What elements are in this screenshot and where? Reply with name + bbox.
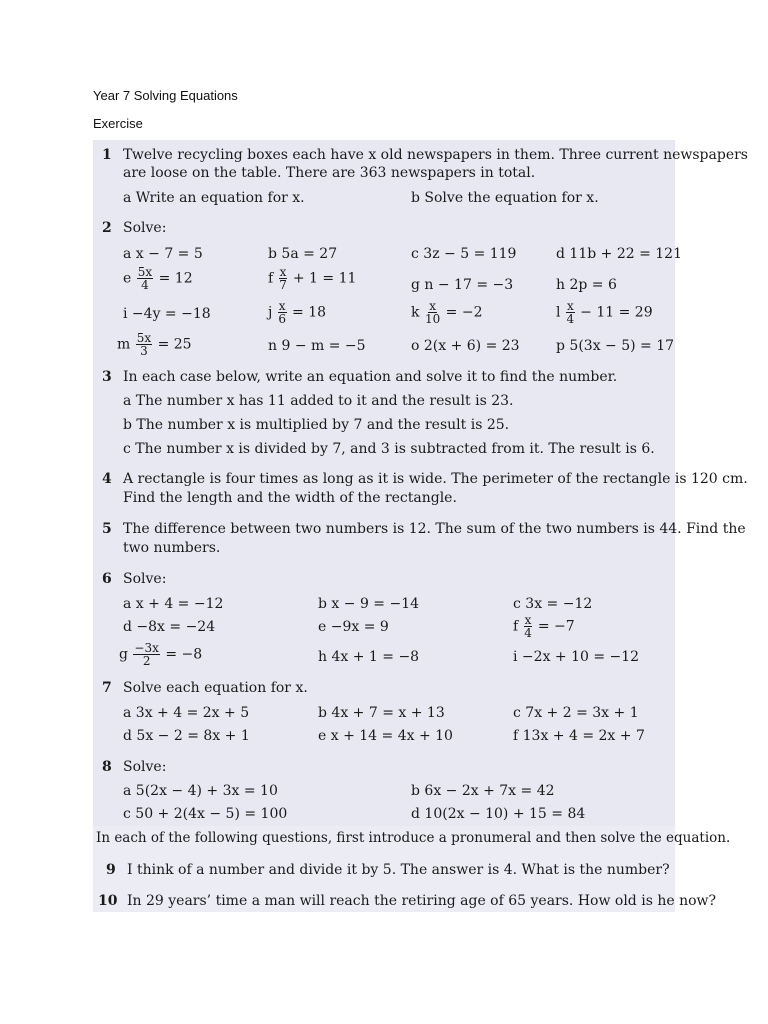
q2-a: a x − 7 = 5 [123,246,203,262]
q5-number: 5 [102,521,112,537]
fraction: $\frac{5x}{3}$ [136,331,152,358]
q3-b: b The number x is multiplied by 7 and the result is 25. [123,417,510,433]
q7-number: 7 [102,680,112,696]
q1-number: 1 [102,147,112,163]
q2-l: l $\frac{x}{4}$ − 11 = 29 [556,299,653,326]
q4-line1: A rectangle is four times as long as it is wide. The perimeter of the rectangle is 120 cm. [123,471,748,487]
document-subtitle: Exercise [93,116,143,131]
q6-b: b x − 9 = −14 [318,596,420,612]
pronumeral-intro: In each of the following questions, first introduce a pronumeral and then solve the equation. [96,830,731,846]
fraction: $\frac{x}{10}$ [424,299,441,326]
q3-c: c The number x is divided by 7, and 3 is subtracted from it. The result is 6. [123,441,655,457]
q2-e: e $\frac{5x}{4}$ = 12 [123,265,193,292]
pronumeral-panel [93,826,731,912]
fraction: $\frac{5x}{4}$ [137,265,153,292]
q2-n: n 9 − m = −5 [268,338,366,354]
q6-a: a x + 4 = −12 [123,596,224,612]
q7-d: d 5x − 2 = 8x + 1 [123,728,250,744]
q6-g: g $\frac{-3x}{2}$ = −8 [119,641,203,668]
q7-e: e x + 14 = 4x + 10 [318,728,453,744]
q2-m: m $\frac{5x}{3}$ = 25 [117,331,192,358]
q8-heading: Solve: [123,759,167,775]
q7-heading: Solve each equation for x. [123,680,308,696]
q2-f: f $\frac{x}{7}$ + 1 = 11 [268,265,357,292]
q6-heading: Solve: [123,571,167,587]
q7-f: f 13x + 4 = 2x + 7 [513,728,645,744]
q8-b: b 6x − 2x + 7x = 42 [411,783,555,799]
q10-number: 10 [98,893,118,909]
q7-a: a 3x + 4 = 2x + 5 [123,705,250,721]
q4-number: 4 [102,471,112,487]
q2-o: o 2(x + 6) = 23 [411,338,520,354]
fraction: $\frac{x}{4}$ [524,613,532,640]
q8-a: a 5(2x − 4) + 3x = 10 [123,783,278,799]
q1-part-b: b Solve the equation for x. [411,190,599,206]
q2-b: b 5a = 27 [268,246,338,262]
q3-heading: In each case below, write an equation and solve it to find the number. [123,369,618,385]
q8-d: d 10(2x − 10) + 15 = 84 [411,806,586,822]
q2-g: g n − 17 = −3 [411,277,514,293]
q2-k: k $\frac{x}{10}$ = −2 [411,299,483,326]
q1-line2: are loose on the table. There are 363 newspapers in total. [123,165,536,181]
q1-line1: Twelve recycling boxes each have x old newspapers in them. Three current newspapers [123,147,748,163]
q7-c: c 7x + 2 = 3x + 1 [513,705,639,721]
q6-h: h 4x + 1 = −8 [318,649,420,665]
q10-text: In 29 years’ time a man will reach the retiring age of 65 years. How old is he now? [127,893,717,909]
q7-b: b 4x + 7 = x + 13 [318,705,445,721]
q6-d: d −8x = −24 [123,619,216,635]
exercise-panel [93,140,748,826]
fraction: $\frac{x}{7}$ [279,265,287,292]
q8-c: c 50 + 2(4x − 5) = 100 [123,806,288,822]
q2-h: h 2p = 6 [556,277,617,293]
q6-i: i −2x + 10 = −12 [513,649,640,665]
q6-e: e −9x = 9 [318,619,389,635]
q2-i: i −4y = −18 [123,306,211,322]
q9-number: 9 [106,862,116,878]
q2-d: d 11b + 22 = 121 [556,246,682,262]
q2-heading: Solve: [123,220,167,236]
q3-a: a The number x has 11 added to it and the result is 23. [123,393,514,409]
fraction: $\frac{x}{6}$ [278,299,286,326]
q5-line2: two numbers. [123,540,221,556]
document-title: Year 7 Solving Equations [93,88,238,103]
q3-number: 3 [102,369,112,385]
q1-part-a: a Write an equation for x. [123,190,305,206]
fraction: $\frac{x}{4}$ [566,299,575,326]
q2-j: j $\frac{x}{6}$ = 18 [268,299,327,326]
fraction: $\frac{-3x}{2}$ [134,641,159,668]
q8-number: 8 [102,759,112,775]
q5-line1: The difference between two numbers is 12. The sum of the two numbers is 44. Find the [123,521,746,537]
q2-number: 2 [102,220,112,236]
q2-p: p 5(3x − 5) = 17 [556,338,675,354]
q6-c: c 3x = −12 [513,596,593,612]
q4-line2: Find the length and the width of the rectangle. [123,490,457,506]
q2-c: c 3z − 5 = 119 [411,246,517,262]
q6-number: 6 [102,571,112,587]
q6-f: f $\frac{x}{4}$ = −7 [513,613,575,640]
q9-text: I think of a number and divide it by 5. The answer is 4. What is the number? [127,862,670,878]
